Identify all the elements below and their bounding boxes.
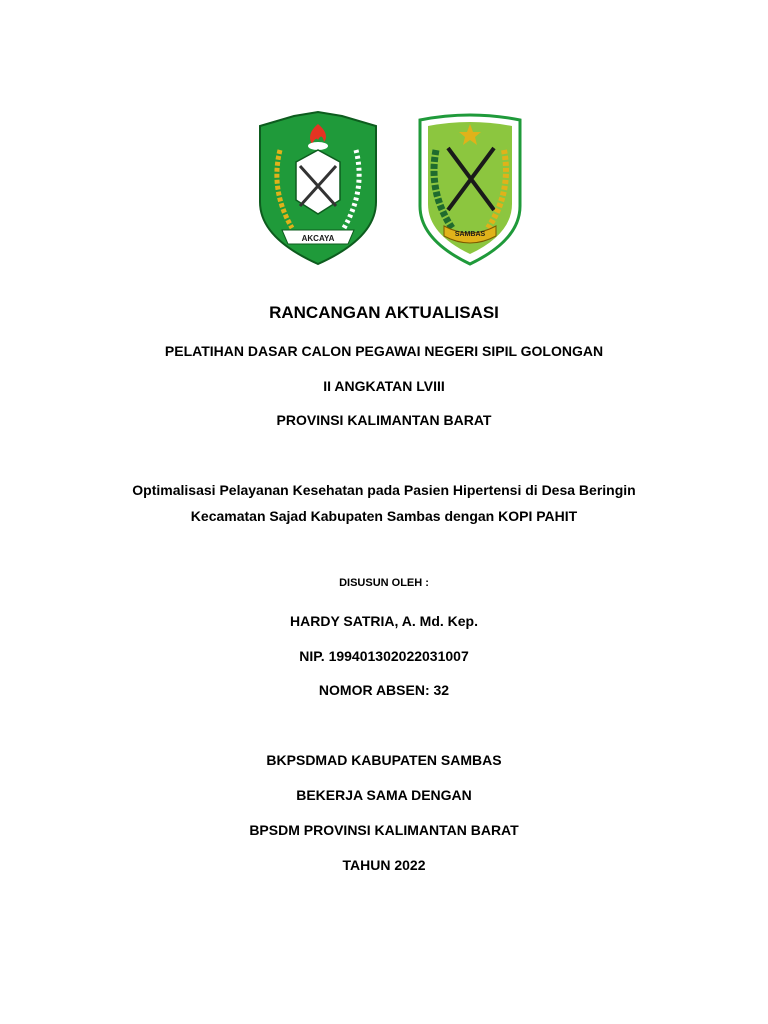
topic-line-2: Kecamatan Sajad Kabupaten Sambas dengan KOPI PAHIT (190, 508, 578, 524)
prepared-by-label: DISUSUN OLEH : (339, 577, 429, 589)
training-line-2: II ANGKATAN LVIII (323, 378, 445, 394)
year-line: TAHUN 2022 (342, 857, 426, 873)
document-title: RANCANGAN AKTUALISASI (269, 303, 499, 322)
province-line: PROVINSI KALIMANTAN BARAT (276, 412, 492, 428)
author-nip: NIP. 199401302022031007 (299, 648, 469, 664)
topic-line-1: Optimalisasi Pelayanan Kesehatan pada Pasien Hipertensi di Desa Beringin (132, 482, 636, 498)
left-emblem-motto: AKCAYA (301, 234, 335, 243)
cooperation-line: BEKERJA SAMA DENGAN (296, 787, 472, 803)
partner-line: BPSDM PROVINSI KALIMANTAN BARAT (249, 822, 519, 838)
agency-line: BKPSDMAD KABUPATEN SAMBAS (266, 752, 502, 768)
sambas-regency-emblem-icon (414, 110, 526, 266)
author-name: HARDY SATRIA, A. Md. Kep. (290, 613, 478, 629)
attendance-number: NOMOR ABSEN: 32 (318, 682, 450, 698)
logo-row (0, 110, 768, 270)
training-line-1: PELATIHAN DASAR CALON PEGAWAI NEGERI SIPIL GOLONGAN (164, 343, 604, 359)
right-emblem-motto: SAMBAS (454, 231, 486, 238)
